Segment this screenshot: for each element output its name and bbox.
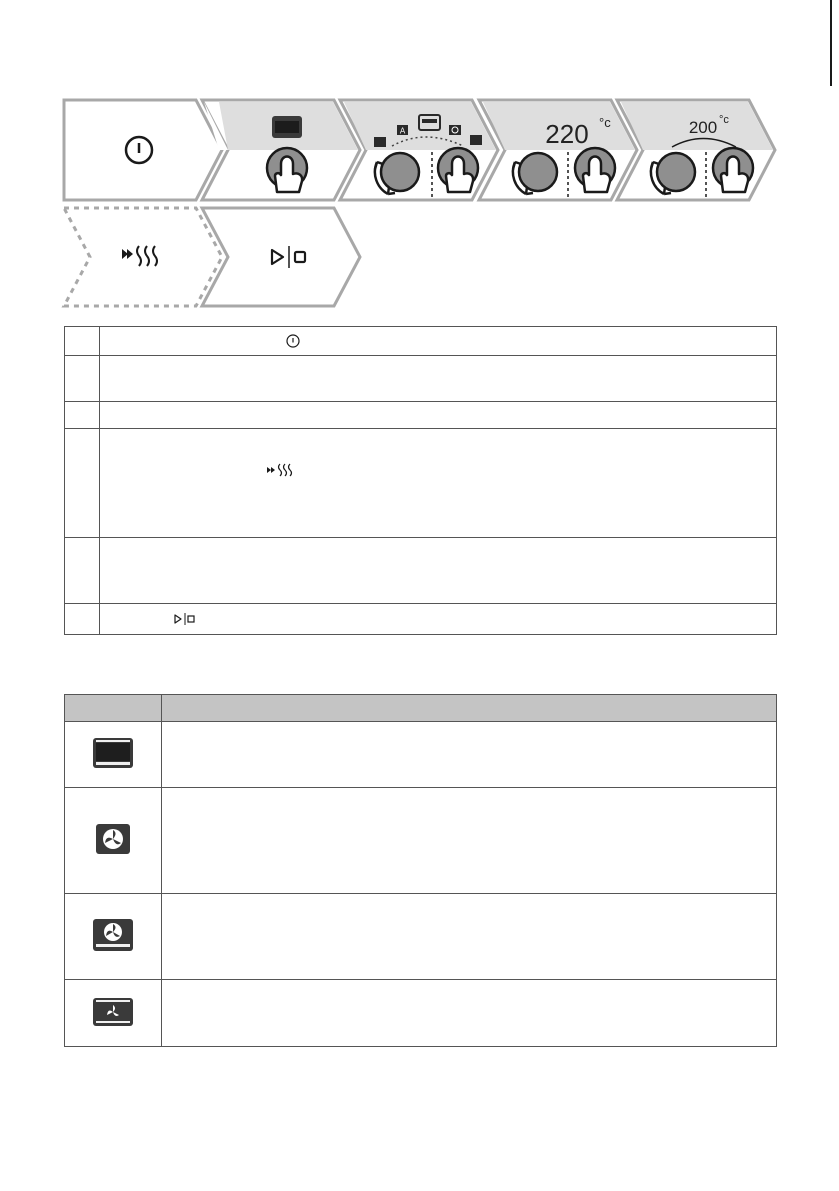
table-row: [65, 538, 777, 604]
step-number: [65, 327, 100, 356]
current-temperature-value: 200: [688, 118, 718, 137]
step-number: [65, 402, 100, 429]
heating-functions-table: [64, 694, 777, 1047]
step-number: [65, 429, 100, 538]
step-number: [65, 604, 100, 635]
table-row: [65, 327, 777, 356]
step-2-chevron: [202, 100, 360, 200]
step-4-chevron: [479, 100, 637, 200]
table-row: [65, 402, 777, 429]
table-row: [65, 980, 777, 1047]
start-stop-icon: [172, 612, 198, 626]
function-description: [162, 722, 777, 788]
column-header-symbol: [65, 695, 162, 722]
step-number: [65, 356, 100, 402]
steps-table: [64, 326, 777, 635]
step-5-chevron: [617, 100, 775, 200]
step-text: [100, 538, 777, 604]
table-row: [65, 604, 777, 635]
table-row: [65, 356, 777, 402]
column-header-description: [162, 695, 777, 722]
step-text: [100, 604, 777, 635]
fast-heat-icon: [266, 463, 296, 477]
step-1-chevron: [64, 100, 222, 200]
step-start-chevron: [202, 208, 360, 306]
top-bottom-heat-icon: [92, 737, 134, 769]
hot-air-icon: [92, 823, 134, 855]
step-text: [100, 402, 777, 429]
step-optional-chevron: [64, 208, 222, 306]
pizza-setting-icon: [92, 918, 134, 952]
step-3-chevron: [340, 100, 498, 200]
step-text: [100, 356, 777, 402]
temperature-unit: °c: [599, 115, 611, 130]
function-description: [162, 788, 777, 894]
table-row: [65, 788, 777, 894]
oven-function-icon: [272, 116, 302, 138]
step-number: [65, 538, 100, 604]
function-description: [162, 980, 777, 1047]
set-temperature-value: 220: [545, 119, 589, 149]
table-row: [65, 429, 777, 538]
table-row: [65, 894, 777, 980]
svg-text:A: A: [399, 126, 406, 136]
operation-steps-diagram: [0, 0, 839, 320]
step-text: [100, 327, 777, 356]
step-text: [100, 429, 777, 538]
table-header-row: [65, 695, 777, 722]
function-description: [162, 894, 777, 980]
low-temperature-cooking-icon: [92, 997, 134, 1027]
power-icon: [286, 334, 300, 348]
table-row: [65, 722, 777, 788]
temperature-unit-small: °c: [719, 114, 729, 126]
